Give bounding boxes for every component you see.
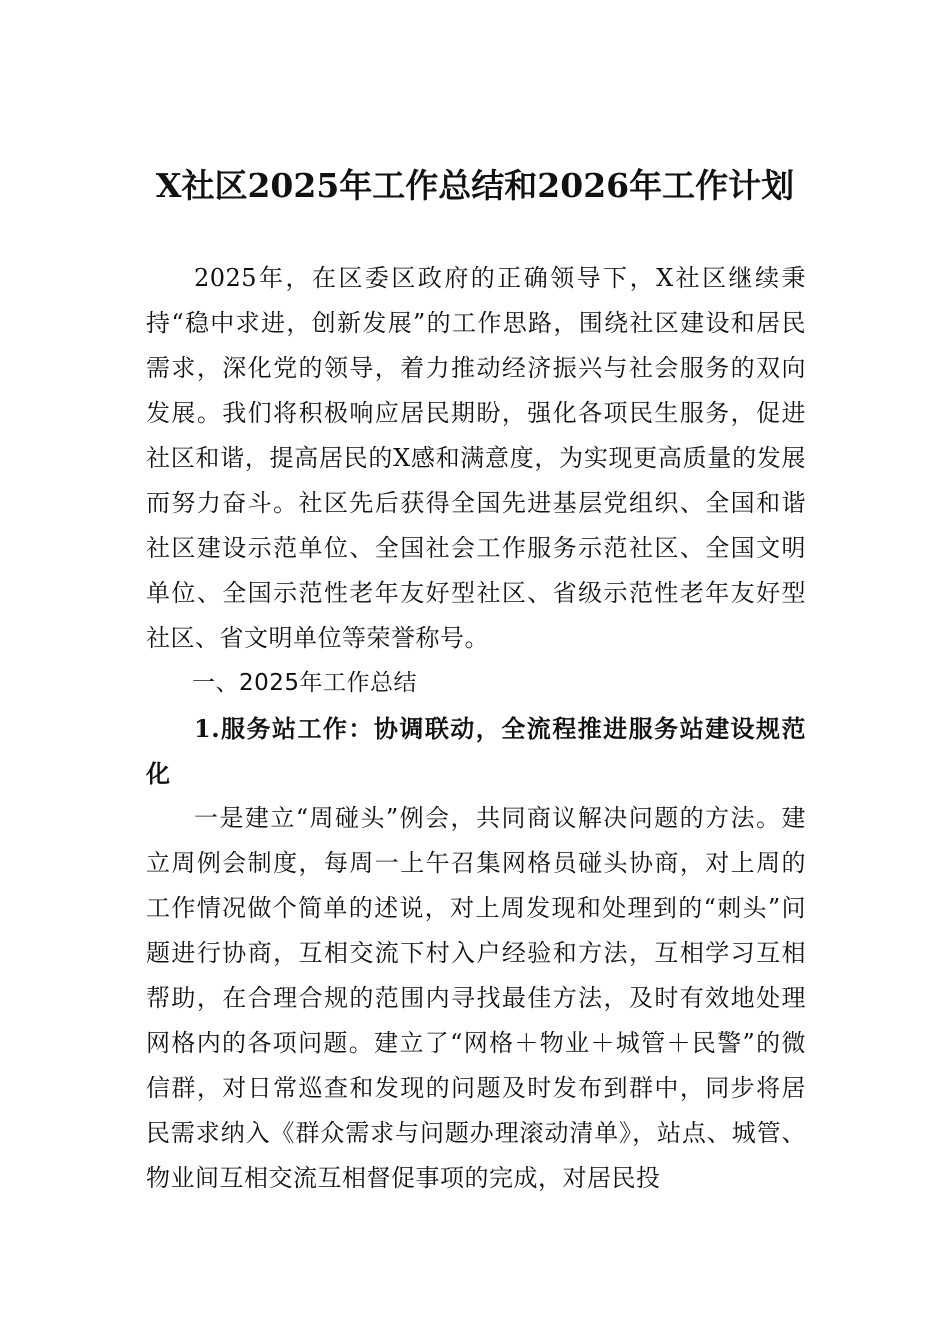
document-title: X社区2025年工作总结和2026年工作计划 — [155, 166, 795, 205]
section-heading: 一、2025年工作总结 — [192, 670, 418, 696]
subsection-heading: 1.服务站工作：协调联动，全流程推进服务站建设规范化 — [146, 714, 806, 788]
subsection-paragraph: 一是建立“周碰头”例会，共同商议解决问题的方法。建立周例会制度，每周一上午召集网格员碰头协商，对上周的工作情况做个简单的述说，对上周发现和处理到的“刺头”问题进行协商，互相交流下村入户经验和方法，互相学习互相帮助，在合理合规的范围内寻找最佳方法，及时有效地处理网格内的各项问题。建立了“网格＋物业＋城管＋民警”的微信群，对日常巡查和发现的问题及时发布到群中，同步将居民需求纳入《群众需求与问题办理滚动清单》，站点、城管、物业间互相交流互相督促事项的完成，对居民投 — [146, 804, 806, 1192]
document-body — [146, 256, 806, 1201]
intro-paragraph: 2025年，在区委区政府的正确领导下，X社区继续秉持“稳中求进，创新发展”的工作思路，围绕社区建设和居民需求，深化党的领导，着力推动经济振兴与社会服务的双向发展。我们将积极响应居民期盼，强化各项民生服务，促进社区和谐，提高居民的X感和满意度，为实现更高质量的发展而努力奋斗。社区先后获得全国先进基层党组织、全国和谐社区建设示范单位、全国社会工作服务示范社区、全国文明单位、全国示范性老年友好型社区、省级示范性老年友好型社区、省文明单位等荣誉称号。 — [146, 264, 806, 652]
